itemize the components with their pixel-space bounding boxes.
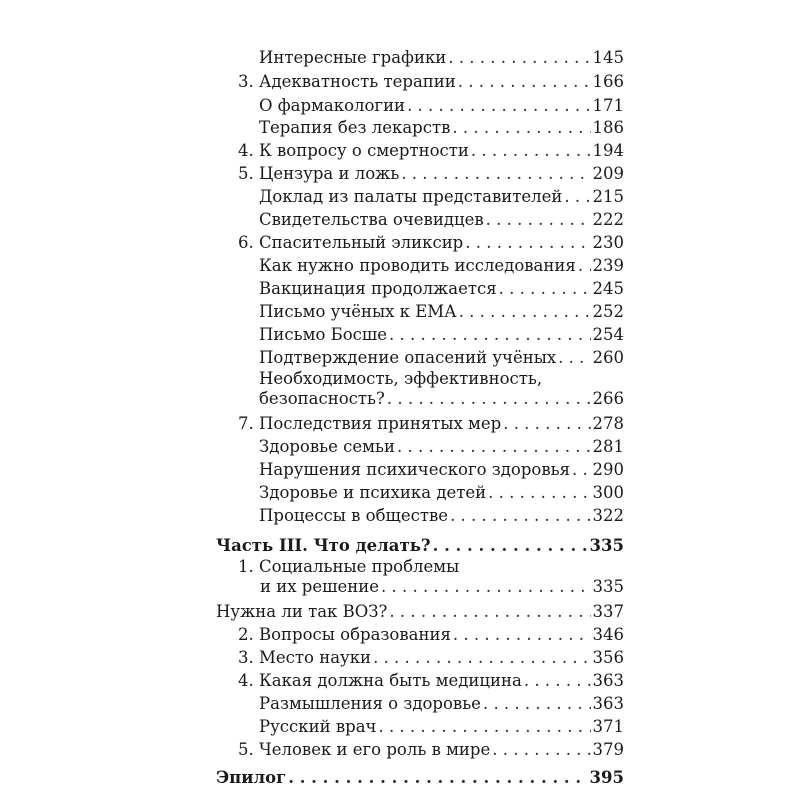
toc-entry-title: Размышления о здоровье: [259, 694, 481, 713]
toc-entry-title: Часть III. Что делать?: [216, 536, 431, 555]
toc-entry: [238, 623, 624, 645]
toc-entry: [259, 208, 624, 230]
toc-entry-title: Письмо Босше: [259, 325, 388, 344]
toc-entry-page: 335: [592, 577, 624, 596]
toc-entry: [259, 435, 624, 457]
toc-entry-page: 290: [592, 460, 624, 479]
toc-entry-page: 337: [592, 602, 624, 621]
leader-dots: [453, 625, 591, 645]
leader-dots: [401, 164, 590, 184]
toc-entry: [259, 715, 624, 737]
leader-dots: [459, 302, 591, 322]
toc-entry-title: Доклад из палаты представителей: [259, 187, 563, 206]
toc-entry-title: 2. Вопросы образования: [238, 625, 451, 644]
toc-entry-title: Как нужно проводить исследования: [259, 256, 576, 275]
toc-entry-title: Письмо учёных к ЕМА: [259, 302, 457, 321]
toc-entry: [216, 600, 624, 622]
toc-entry: [238, 738, 624, 760]
toc-entry-title: Свидетельства очевидцев: [259, 210, 484, 229]
toc-entry-multiline: [238, 557, 624, 597]
toc-entry-title: 6. Спасительный эликсир: [238, 233, 464, 252]
leader-dots: [378, 717, 590, 737]
leader-dots: [450, 506, 590, 526]
toc-entry-title-line1: 1. Социальные проблемы: [238, 557, 460, 576]
toc-entry-page: 230: [592, 233, 624, 252]
leader-dots: [524, 671, 591, 691]
toc-entry: [259, 46, 624, 68]
leader-dots: [407, 96, 590, 116]
leader-dots: [503, 414, 590, 434]
toc-entry-page: 322: [592, 506, 624, 525]
leader-dots: [389, 325, 590, 345]
toc-entry-title: 5. Человек и его роль в мире: [238, 740, 491, 759]
toc-entry: [238, 231, 624, 253]
leader-dots: [471, 141, 591, 161]
toc-entry: [259, 323, 624, 345]
toc-entry-page: 166: [592, 72, 624, 91]
toc-entry-page: 371: [592, 717, 624, 736]
toc-entry-page: 266: [592, 389, 624, 408]
leader-dots: [458, 72, 591, 92]
leader-dots: [486, 210, 591, 230]
toc-entry-page: 254: [592, 325, 624, 344]
toc-entry-multiline: [259, 369, 624, 409]
toc-entry-line2: [238, 577, 624, 597]
toc-entry-page: 145: [592, 48, 624, 67]
leader-dots: [492, 740, 590, 760]
toc-entry-page: 278: [592, 414, 624, 433]
toc-entry: [259, 692, 624, 714]
toc-entry-page: 245: [592, 279, 624, 298]
toc-entry: [238, 162, 624, 184]
toc-entry: [259, 481, 624, 503]
leader-dots: [488, 483, 590, 503]
toc-entry-page: 239: [592, 256, 624, 275]
toc-entry-title: Терапия без лекарств: [259, 118, 451, 137]
toc-entry: [238, 412, 624, 434]
leader-dots: [499, 279, 591, 299]
toc-entry-page: 300: [592, 483, 624, 502]
toc-entry-page: 395: [589, 768, 624, 787]
toc-entry: [238, 70, 624, 92]
toc-entry-page: 222: [592, 210, 624, 229]
toc-entry-page: 209: [592, 164, 624, 183]
toc-entry-line2: [259, 389, 624, 409]
toc-entry-page: 379: [592, 740, 624, 759]
toc-entry-title: 3. Адекватность терапии: [238, 72, 456, 91]
leader-dots: [572, 460, 590, 480]
leader-dots: [433, 536, 588, 556]
toc-entry-page: 186: [592, 118, 624, 137]
toc-entry-page: 335: [589, 536, 624, 555]
toc-entry-title: Процессы в обществе: [259, 506, 449, 525]
toc-entry-title: 4. К вопросу о смертности: [238, 141, 469, 160]
toc-entry-title: Интересные графики: [259, 48, 447, 67]
toc-entry: [259, 504, 624, 526]
toc-entry-title: Здоровье и психика детей: [259, 483, 487, 502]
toc-entry-title-line2: и их решение: [260, 577, 379, 596]
toc-entry: [259, 458, 624, 480]
leader-dots: [483, 694, 591, 714]
toc-entry-title: 7. Последствия принятых мер: [238, 414, 502, 433]
toc-entry-title: 4. Какая должна быть медицина: [238, 671, 522, 690]
toc-entry-page: 194: [592, 141, 624, 160]
toc-entry-page: 346: [592, 625, 624, 644]
leader-dots: [564, 187, 590, 207]
toc-entry: [259, 185, 624, 207]
toc-entry-page: 252: [592, 302, 624, 321]
toc-entry: [259, 116, 624, 138]
leader-dots: [452, 118, 590, 138]
leader-dots: [465, 233, 590, 253]
leader-dots: [558, 348, 590, 368]
toc-entry-title: Нарушения психического здоровья: [259, 460, 571, 479]
toc-entry: [238, 139, 624, 161]
toc-entry-page: 356: [592, 648, 624, 667]
leader-dots: [381, 577, 591, 597]
toc-entry-title-line2: безопасность?: [259, 389, 385, 408]
toc-entry: [238, 646, 624, 668]
toc-entry: [259, 300, 624, 322]
leader-dots: [448, 48, 590, 68]
toc-entry-page: 281: [592, 437, 624, 456]
toc-entry: [259, 254, 624, 276]
toc-entry-title: 5. Цензура и ложь: [238, 164, 400, 183]
toc-entry-page: 363: [592, 671, 624, 690]
toc-entry-title: О фармакологии: [259, 96, 406, 115]
toc-entry-page: 260: [592, 348, 624, 367]
toc-entry-title: Русский врач: [259, 717, 377, 736]
toc-entry: [259, 277, 624, 299]
toc-entry: [259, 346, 624, 368]
toc-epilogue: [216, 766, 624, 788]
toc-entry-title: Здоровье семьи: [259, 437, 395, 456]
toc-entry-title: Подтверждение опасений учёных: [259, 348, 557, 367]
leader-dots: [373, 648, 590, 668]
toc-entry-title: Эпилог: [216, 768, 287, 787]
leader-dots: [387, 389, 591, 409]
toc-entry-page: 171: [592, 96, 624, 115]
toc-entry: [259, 94, 624, 116]
leader-dots: [389, 602, 590, 622]
toc-entry-title: Нужна ли так ВОЗ?: [216, 602, 388, 621]
toc-entry: [238, 669, 624, 691]
toc-entry-page: 215: [592, 187, 624, 206]
toc-part-heading: [216, 534, 624, 556]
leader-dots: [288, 768, 587, 788]
toc-entry-title: 3. Место науки: [238, 648, 372, 667]
leader-dots: [397, 437, 591, 457]
toc-entry-title-line1: Необходимость, эффективность,: [259, 369, 543, 388]
leader-dots: [578, 256, 591, 276]
toc-entry-page: 363: [592, 694, 624, 713]
toc-entry-title: Вакцинация продолжается: [259, 279, 497, 298]
